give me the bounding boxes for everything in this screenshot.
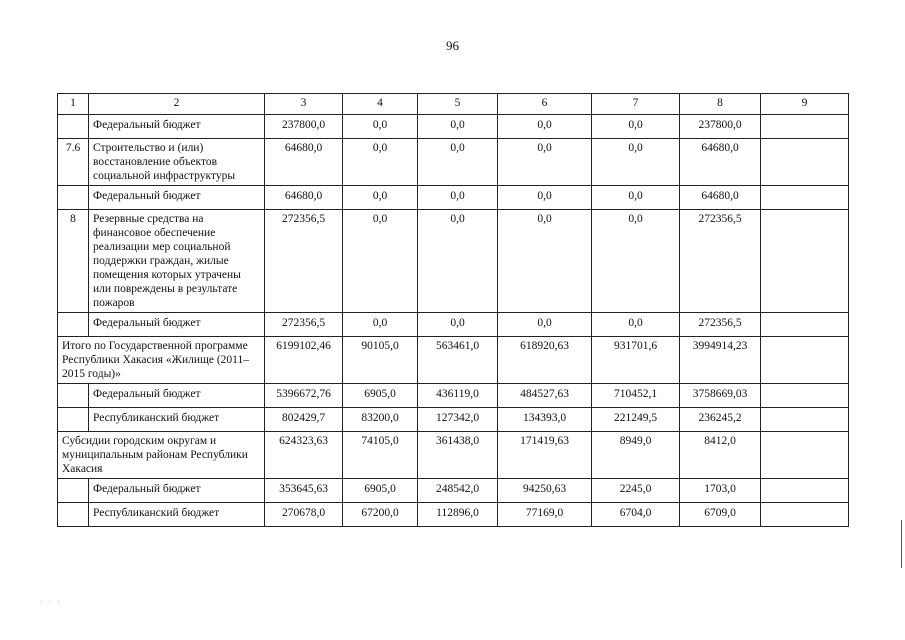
value-cell: 2245,0 [592,479,680,503]
value-cell: 0,0 [418,115,498,139]
value-cell: 0,0 [498,186,592,210]
value-cell: 64680,0 [680,139,761,186]
header-cell: 2 [89,94,265,115]
header-cell: 3 [265,94,343,115]
value-cell: 221249,5 [592,408,680,432]
value-cell [761,432,849,479]
table-row [58,115,849,139]
value-cell [761,337,849,384]
header-cell: 1 [58,94,89,115]
value-cell: 64680,0 [265,139,343,186]
row-name-cell: Федеральный бюджет [89,313,265,337]
table-row [58,313,849,337]
value-cell: 0,0 [498,313,592,337]
table-row [58,432,849,479]
scan-specks: · · · [40,598,62,607]
value-cell: 127342,0 [418,408,498,432]
value-cell [761,384,849,408]
value-cell: 3758669,03 [680,384,761,408]
header-cell: 7 [592,94,680,115]
value-cell: 5396672,76 [265,384,343,408]
value-cell [761,115,849,139]
value-cell: 237800,0 [680,115,761,139]
value-cell: 6905,0 [343,384,418,408]
value-cell: 931701,6 [592,337,680,384]
table-row [58,139,849,186]
row-number-cell [58,503,89,527]
value-cell: 272356,5 [680,313,761,337]
row-name-cell: Федеральный бюджет [89,479,265,503]
value-cell: 0,0 [343,115,418,139]
value-cell: 77169,0 [498,503,592,527]
row-number-cell [58,384,89,408]
scan-edge [901,520,902,568]
value-cell [761,210,849,313]
row-number-cell [58,186,89,210]
budget-table [57,93,849,527]
row-number-cell [58,115,89,139]
value-cell: 94250,63 [498,479,592,503]
value-cell: 0,0 [592,115,680,139]
value-cell: 64680,0 [265,186,343,210]
value-cell: 8949,0 [592,432,680,479]
value-cell: 1703,0 [680,479,761,503]
value-cell: 0,0 [592,186,680,210]
value-cell: 0,0 [498,139,592,186]
value-cell: 270678,0 [265,503,343,527]
value-cell: 710452,1 [592,384,680,408]
value-cell: 6199102,46 [265,337,343,384]
row-name-cell: Итого по Государственной программе Республики Хакасия «Жилище (2011–2015 годы)» [58,337,265,384]
value-cell: 74105,0 [343,432,418,479]
header-cell: 8 [680,94,761,115]
value-cell: 6905,0 [343,479,418,503]
value-cell [761,139,849,186]
value-cell [761,503,849,527]
value-cell: 0,0 [592,313,680,337]
row-number-cell [58,479,89,503]
table-row [58,384,849,408]
table-header-row [58,94,849,115]
row-name-cell: Резервные средства на финансовое обеспечение реализации мер социальной поддержки граждан, жилые помещения которых утрачены или повреждены в результате пожаров [89,210,265,313]
value-cell [761,186,849,210]
value-cell: 0,0 [418,210,498,313]
header-cell: 9 [761,94,849,115]
table-row [58,337,849,384]
value-cell [761,408,849,432]
value-cell: 0,0 [418,186,498,210]
row-number-cell [58,313,89,337]
table-row [58,479,849,503]
value-cell: 353645,63 [265,479,343,503]
value-cell: 8412,0 [680,432,761,479]
value-cell: 272356,5 [265,313,343,337]
value-cell: 624323,63 [265,432,343,479]
header-cell: 6 [498,94,592,115]
row-name-cell: Федеральный бюджет [89,186,265,210]
row-number-cell [58,408,89,432]
value-cell: 134393,0 [498,408,592,432]
value-cell: 112896,0 [418,503,498,527]
page-number: 96 [446,38,459,53]
value-cell: 0,0 [343,139,418,186]
value-cell: 67200,0 [343,503,418,527]
value-cell: 361438,0 [418,432,498,479]
table-row [58,186,849,210]
value-cell: 6709,0 [680,503,761,527]
row-number-cell: 7.6 [58,139,89,186]
value-cell: 0,0 [343,210,418,313]
value-cell: 0,0 [343,186,418,210]
header-cell: 4 [343,94,418,115]
value-cell: 802429,7 [265,408,343,432]
value-cell: 3994914,23 [680,337,761,384]
value-cell: 0,0 [418,139,498,186]
value-cell: 171419,63 [498,432,592,479]
value-cell [761,313,849,337]
row-name-cell: Республиканский бюджет [89,503,265,527]
value-cell: 248542,0 [418,479,498,503]
value-cell: 237800,0 [265,115,343,139]
value-cell: 272356,5 [265,210,343,313]
header-cell: 5 [418,94,498,115]
value-cell: 0,0 [343,313,418,337]
value-cell: 272356,5 [680,210,761,313]
value-cell: 0,0 [498,115,592,139]
table-row [58,503,849,527]
value-cell: 563461,0 [418,337,498,384]
row-name-cell: Республиканский бюджет [89,408,265,432]
value-cell: 0,0 [592,210,680,313]
value-cell: 0,0 [498,210,592,313]
row-name-cell: Строительство и (или) восстановление объектов социальной инфраструктуры [89,139,265,186]
table-body [58,94,849,527]
value-cell: 0,0 [418,313,498,337]
value-cell: 236245,2 [680,408,761,432]
table-row [58,408,849,432]
value-cell: 436119,0 [418,384,498,408]
row-number-cell: 8 [58,210,89,313]
value-cell: 0,0 [592,139,680,186]
row-name-cell: Федеральный бюджет [89,384,265,408]
row-name-cell: Федеральный бюджет [89,115,265,139]
value-cell: 618920,63 [498,337,592,384]
value-cell: 90105,0 [343,337,418,384]
value-cell [761,479,849,503]
value-cell: 83200,0 [343,408,418,432]
value-cell: 484527,63 [498,384,592,408]
value-cell: 64680,0 [680,186,761,210]
value-cell: 6704,0 [592,503,680,527]
table-row [58,210,849,313]
row-name-cell: Субсидии городским округам и муниципальным районам Республики Хакасия [58,432,265,479]
